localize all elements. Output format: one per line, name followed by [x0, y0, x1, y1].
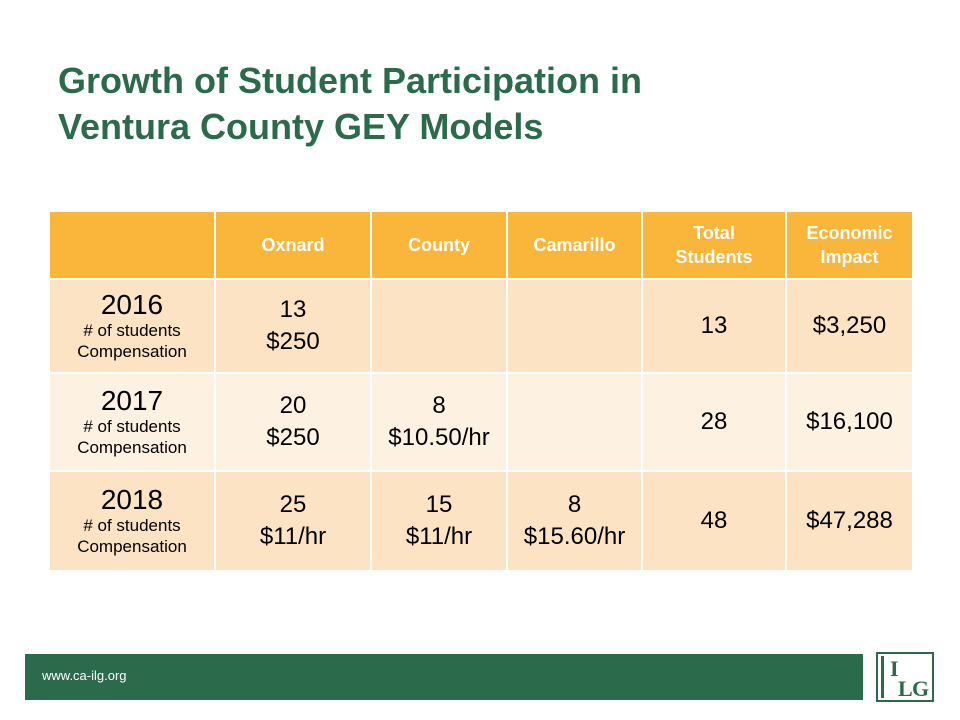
county-cell — [371, 373, 507, 471]
row-label-cell — [49, 279, 215, 373]
oxnard-cell — [215, 279, 371, 373]
year-label: 2017 — [100, 385, 164, 416]
oxnard-compensation: $250 — [266, 328, 320, 355]
header-oxnard: Oxnard — [215, 211, 371, 279]
table-row — [49, 471, 913, 571]
compensation-label: Compensation — [77, 438, 187, 457]
oxnard-students: 13 — [279, 296, 307, 323]
oxnard-cell — [215, 471, 371, 571]
svg-text:I: I — [890, 656, 899, 681]
table-header-row — [49, 211, 913, 279]
oxnard-cell — [215, 373, 371, 471]
county-compensation: $11/hr — [405, 523, 473, 550]
county-cell — [371, 279, 507, 373]
total-students-cell: 13 — [642, 279, 786, 373]
slide-title — [58, 58, 878, 150]
table-row — [49, 279, 913, 373]
table-row — [49, 373, 913, 471]
oxnard-compensation: $11/hr — [259, 523, 327, 550]
ilg-logo-icon — [876, 652, 934, 702]
row-label-cell — [49, 471, 215, 571]
camarillo-students: 8 — [567, 491, 582, 518]
camarillo-cell — [507, 373, 642, 471]
county-cell — [371, 471, 507, 571]
compensation-label: Compensation — [77, 342, 187, 361]
economic-impact-cell: $3,250 — [786, 279, 913, 373]
year-label: 2016 — [100, 289, 164, 320]
header-empty — [49, 211, 215, 279]
slide-title-line-2: Ventura County GEY Models — [58, 106, 544, 147]
svg-text:G: G — [912, 676, 930, 701]
header-total-students: Total Students — [642, 211, 786, 279]
oxnard-compensation: $250 — [266, 424, 320, 451]
county-students: 8 — [432, 392, 446, 419]
economic-impact-cell: $47,288 — [786, 471, 913, 571]
oxnard-students: 20 — [279, 392, 307, 419]
students-label: # of students — [83, 417, 181, 436]
camarillo-cell — [507, 279, 642, 373]
header-economic-impact: Economic Impact — [786, 211, 913, 279]
camarillo-compensation: $15.60/hr — [523, 523, 626, 550]
county-students: 15 — [425, 491, 453, 518]
header-camarillo: Camarillo — [507, 211, 642, 279]
ilg-logo — [876, 652, 934, 702]
total-students-cell: 28 — [642, 373, 786, 471]
header-county: County — [371, 211, 507, 279]
economic-impact-cell: $16,100 — [786, 373, 913, 471]
camarillo-cell — [507, 471, 642, 571]
students-label: # of students — [83, 516, 181, 535]
footer-url[interactable]: www.ca-ilg.org — [42, 668, 127, 683]
compensation-label: Compensation — [77, 537, 187, 556]
svg-text:L: L — [898, 676, 913, 701]
year-label: 2018 — [100, 484, 164, 515]
footer-bar — [25, 654, 863, 700]
county-compensation: $10.50/hr — [388, 424, 490, 451]
participation-table — [48, 210, 914, 572]
total-students-cell: 48 — [642, 471, 786, 571]
oxnard-students: 25 — [279, 491, 307, 518]
slide-title-line-1: Growth of Student Participation in — [58, 60, 642, 101]
students-label: # of students — [83, 321, 181, 340]
row-label-cell — [49, 373, 215, 471]
